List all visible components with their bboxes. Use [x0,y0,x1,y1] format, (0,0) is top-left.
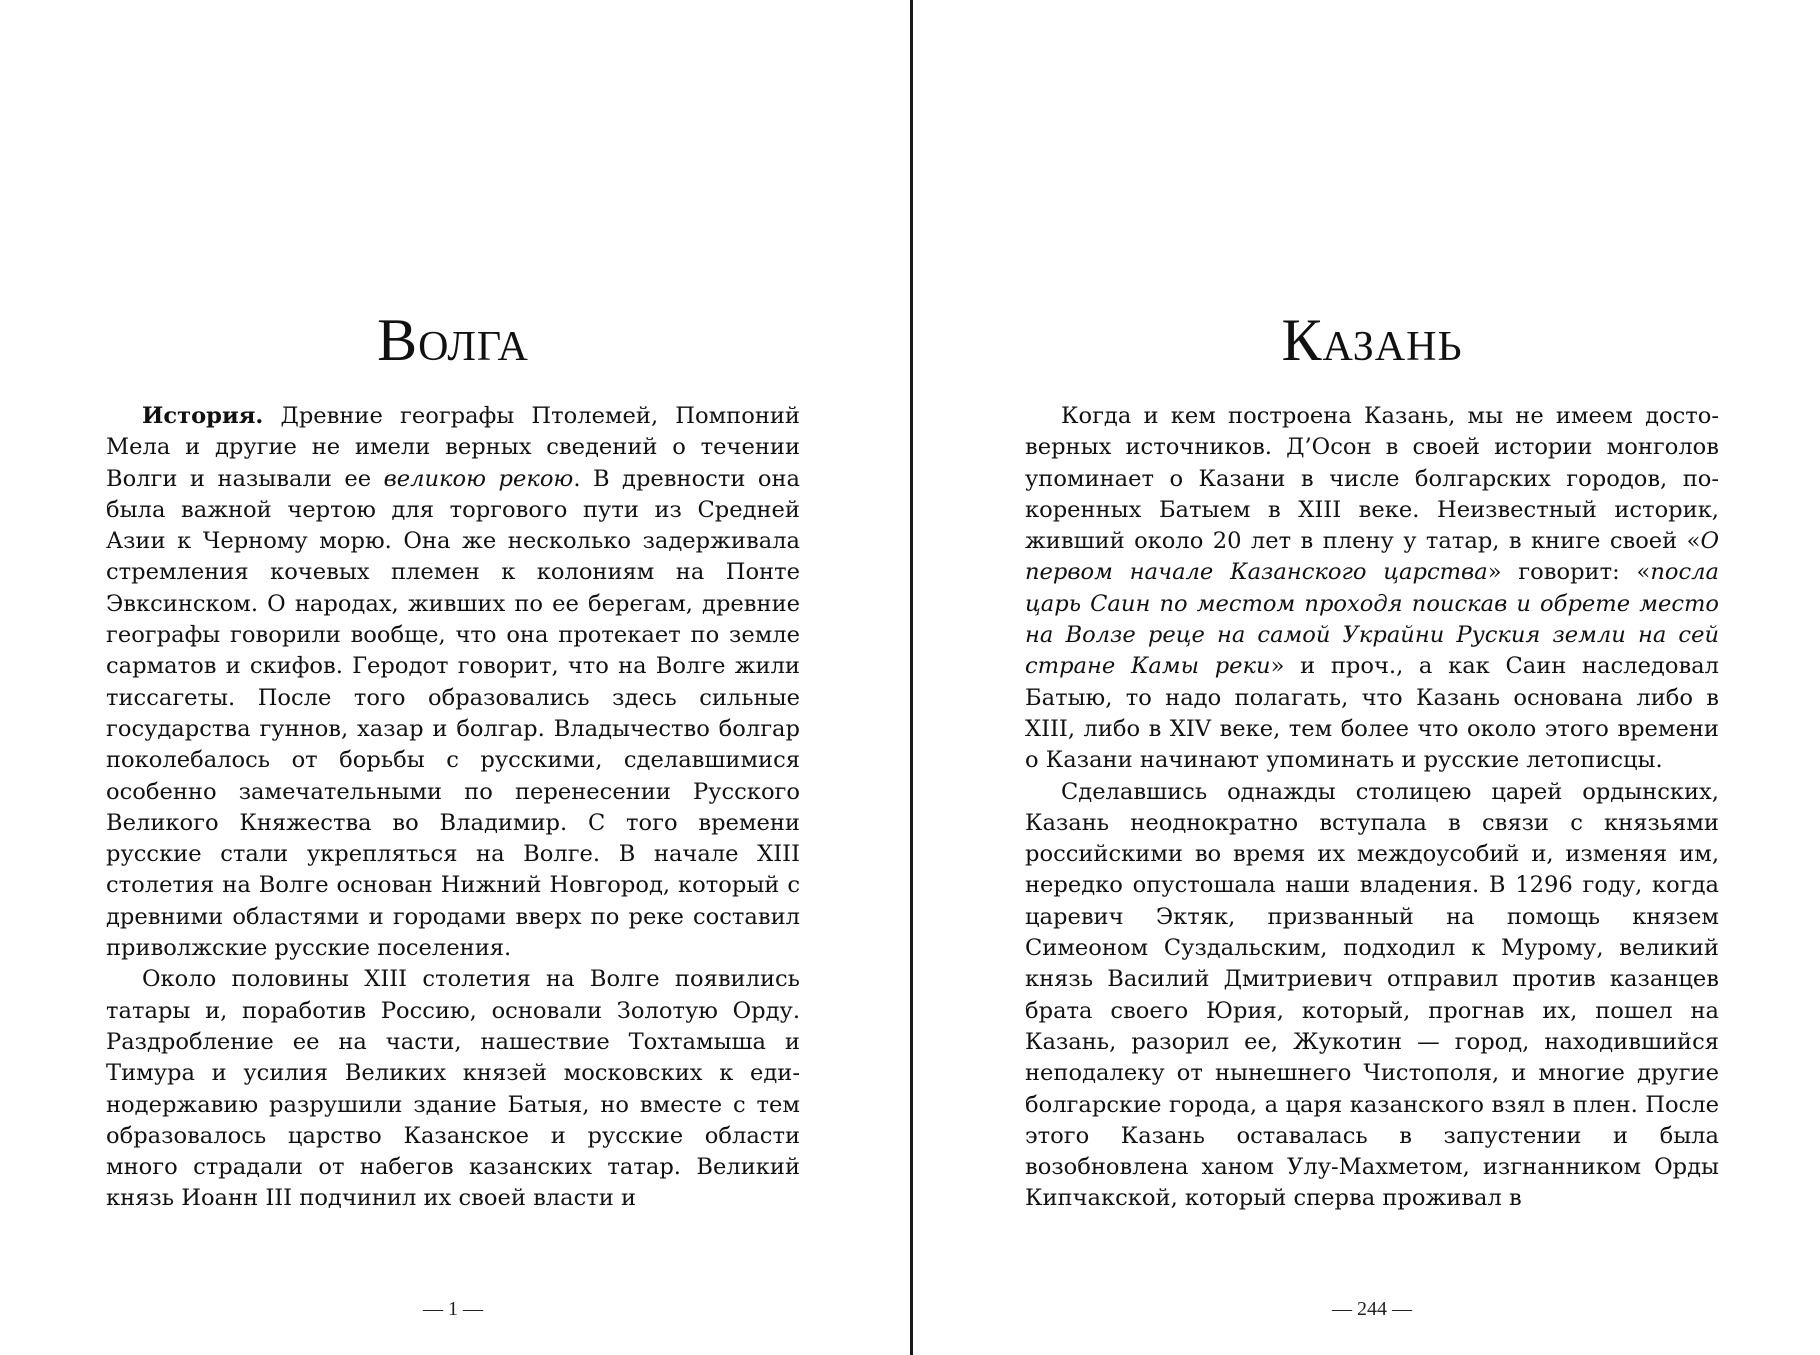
page-number: — 244 — [1332,1298,1412,1320]
right-page [1025,0,1719,1355]
paragraph-lead: История. [142,403,264,429]
paragraph [106,401,800,964]
paragraph [1025,401,1719,777]
paragraph-text: Древние географы Птолемей, Помпоний Мела и другие не имели верных сведений о течении Волги и называли ее [106,403,800,492]
left-page [106,0,800,1355]
page-body [106,401,800,1215]
paragraph-text: » говорит: « [1487,559,1651,586]
paragraph-text: Когда и кем построена Казань, мы не имеем достоверных источников. Д’Осон в своей истории монголов упоминает о Казани в числе болгарских городов, покоренных Батыем в XIII веке. Неизвестный историк, живший около 20 лет в плену у татар, в книге своей « [1025,403,1719,555]
paragraph-text: » и проч., а как Саин наследовал Батыю, то надо полагать, что Казань основана либо в XIII, либо в XIV веке, тем более что около этого времени о Казани начинают упоминать и русские летописцы. [1025,653,1719,774]
page-body [1025,401,1719,1215]
paragraph-text: . В древности она была важной чертою для торгового пути из Средней Азии к Черному морю. Она же несколько задерживала стремления кочевых племен к колониям на Понте Эвксинском. О народах, живших по ее берегам, древние географы говорили вообще, что она протекает по земле сарматов и скифов. Геродот говорит, что на Волге жили тиссагеты. После того образовались здесь сильные государства гуннов, хазар и болгар. Владычество болгар поколебалось от борьбы с русскими, сделавшимися особенно замечательными по перенесении Русского Великого Княжества во Владимир. С того времени русские стали укрепляться на Волге. В начале XIII столетия на Волге основан Нижний Новгород, который с древними областями и городами вверх по реке составил приволжские русские поселения. [106,465,800,962]
page-title: Волга [377,307,529,373]
italic-text: посла царь Саин по местом проходя поискав и обрете место на Волзе реце на самой Украйни Руския земли на сей стране Камы реки [1025,559,1719,680]
paragraph: Около половины XIII столетия на Волге появились татары и, поработив Россию, основали Золотую Орду. Раздробление ее на части, нашествие Тохтамыша и Тимура и усилия Великих князей московских к единодержавию разрушили здание Батыя, но вместе с тем образовалось царство Казанское и русские области много страдали от набегов казанских татар. Великий князь Иоанн III подчинил их своей власти и [106,966,800,1212]
italic-text: О первом начале Казанского царства [1025,528,1719,586]
page-title: Казань [1281,307,1463,373]
italic-text: великою рекою [383,465,574,492]
paragraph: Сделавшись однажды столицею царей ордынских, Казань неоднократно вступала в связи с князьями российскими во время их междоусобий и, изменяя им, нередко опустошала наши владения. В 1296 году, когда царевич Эктяк, призванный на помощь князем Симеоном Суздальским, подходил к Мурому, великий князь Василий Дмитриевич отправил против казанцев брата своего Юрия, который, прогнав их, пошел на Казань, разорил ее, Жукотин — город, находившийся неподалеку от нынешнего Чистополя, и многие другие болгарские города, а царя казанского взял в плен. После этого Казань оставалась в запустении и была возобновлена ханом Улу-Махметом, изгнанником Орды Кипчакской, который сперва проживал в [1025,778,1719,1212]
page-number: — 1 — [423,1298,483,1320]
book-gutter [910,0,913,1355]
